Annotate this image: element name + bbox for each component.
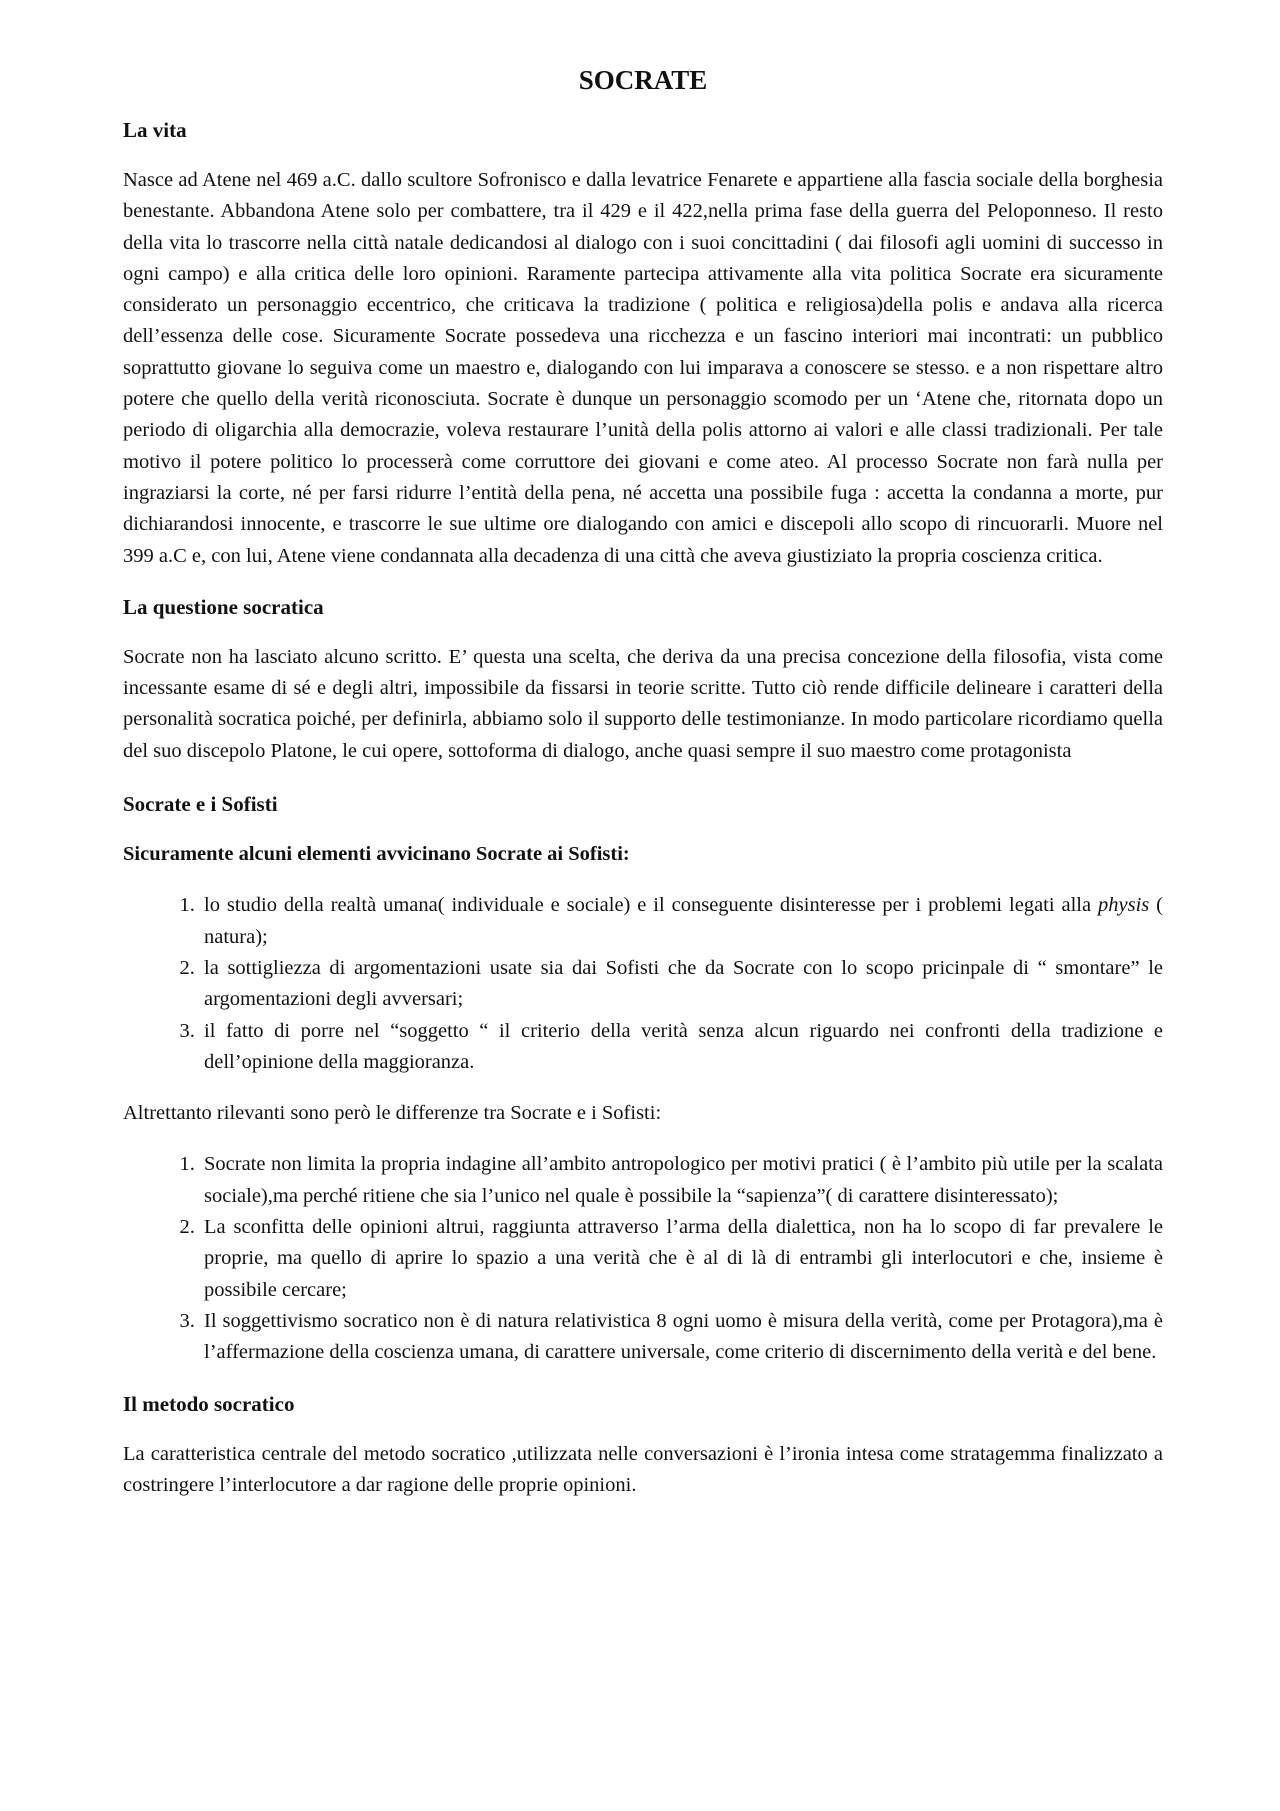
heading-metodo-socratico: Il metodo socratico — [123, 1391, 295, 1416]
list-item: 3. Il soggettivismo socratico non è di natura relativistica 8 ogni uomo è misura della verità, come per Protagora),ma è l’affermazione della coscienza umana, di carattere universale, come criterio di discernimento della verità e del bene. — [200, 1306, 1163, 1369]
emphasis-physis: physis — [1098, 894, 1150, 917]
subheading-similarities: Sicuramente alcuni elementi avvicinano Socrate ai Sofisti: — [123, 843, 630, 866]
list-item-text: lo studio della realtà umana( individuale e sociale) e il conseguente disinteresse per i problemi legati alla — [204, 894, 1099, 917]
heading-questione-socratica: La questione socratica — [123, 594, 324, 619]
list-item: 1. Socrate non limita la propria indagine all’ambito antropologico per motivi pratici ( è l’ambito più utile per la scalata sociale),ma perché ritiene che sia l’unico nel quale è possibile la “sapienza”( di carattere disinteressato); — [200, 1149, 1163, 1212]
similarities-list — [123, 890, 1163, 1078]
paragraph-questione-socratica: Socrate non ha lasciato alcuno scritto. E’ questa una scelta, che deriva da una precisa concezione della filosofia, vista come incessante esame di sé e degli altri, impossibile da fissarsi in teorie scritte. Tutto ciò rende difficile delineare i caratteri della personalità socratica poiché, per definirla, abbiamo solo il supporto delle testimonianze. In modo particolare ricordiamo quella del suo discepolo Platone, le cui opere, sottoforma di dialogo, anche quasi sempre il suo maestro come protagonista — [123, 645, 1163, 762]
paragraph-metodo-socratico: La caratteristica centrale del metodo socratico ,utilizzata nelle conversazioni è l’ironia intesa come stratagemma finalizzato a costringere l’interlocutore a dar ragione delle proprie opinioni. — [123, 1442, 1163, 1496]
differences-list — [123, 1149, 1163, 1368]
list-item — [200, 890, 1163, 953]
list-item: 2. la sottigliezza di argomentazioni usate sia dai Sofisti che da Socrate con lo scopo pricinpale di “ smontare” le argomentazioni degli avversari; — [200, 953, 1163, 1016]
list-item: 3. il fatto di porre nel “soggetto “ il criterio della verità senza alcun riguardo nei confronti della tradizione e dell’opinione della maggioranza. — [200, 1016, 1163, 1079]
heading-la-vita: La vita — [123, 118, 187, 142]
document-page — [123, 58, 1163, 1501]
heading-socrate-sofisti: Socrate e i Sofisti — [123, 792, 278, 817]
list-item-text: ( natura); — [204, 894, 1164, 948]
paragraph-differences-intro: Altrettanto rilevanti sono però le differenze tra Socrate e i Sofisti: — [123, 1102, 662, 1125]
paragraph-la-vita: Nasce ad Atene nel 469 a.C. dallo scultore Sofronisco e dalla levatrice Fenarete e appartiene alla fascia sociale della borghesia benestante. Abbandona Atene solo per combattere, tra il 429 e il 422,nella prima fase della guerra del Peloponneso. Il resto della vita lo trascorre nella città natale dedicandosi al dialogo con i suoi concittadini ( dai filosofi agli uomini di successo in ogni campo) e alla critica delle loro opinioni. Raramente partecipa attivamente alla vita politica Socrate era sicuramente considerato un personaggio eccentrico, che criticava la tradizione ( politica e religiosa)della polis e andava alla ricerca dell’essenza delle cose. Sicuramente Socrate possedeva una ricchezza e un fascino interiori mai incontrati: un pubblico soprattutto giovane lo seguiva come un maestro e, dialogando con lui imparava a conoscere se stesso. e a non rispettare altro potere che quello della verità riconosciuta. Socrate è dunque un personaggio scomodo per un ‘Atene che, ritornata dopo un periodo di oligarchia alla democrazie, voleva restaurare l’unità della polis attorno ai valori e alle classi tradizionali. Per tale motivo il potere politico lo processerà come corruttore dei giovani e come ateo. Al processo Socrate non farà nulla per ingraziarsi la corte, né per farsi ridurre l’entità della pena, né accetta una possibile fuga : accetta la condanna a morte, pur dichiarandosi innocente, e trascorre le sue ultime ore dialogando con amici e discepoli allo scopo di rincuorarli. Muore nel 399 a.C e, con lui, Atene viene condannata alla decadenza di una città che aveva giustiziato la propria coscienza critica. — [123, 169, 1163, 567]
list-item: 2. La sconfitta delle opinioni altrui, raggiunta attraverso l’arma della dialettica, non ha lo scopo di far prevalere le proprie, ma quello di aprire lo spazio a una verità che è al di là di entrambi gli interlocutori e che, insieme è possibile cercare; — [200, 1212, 1163, 1306]
document-title: SOCRATE — [578, 65, 708, 95]
